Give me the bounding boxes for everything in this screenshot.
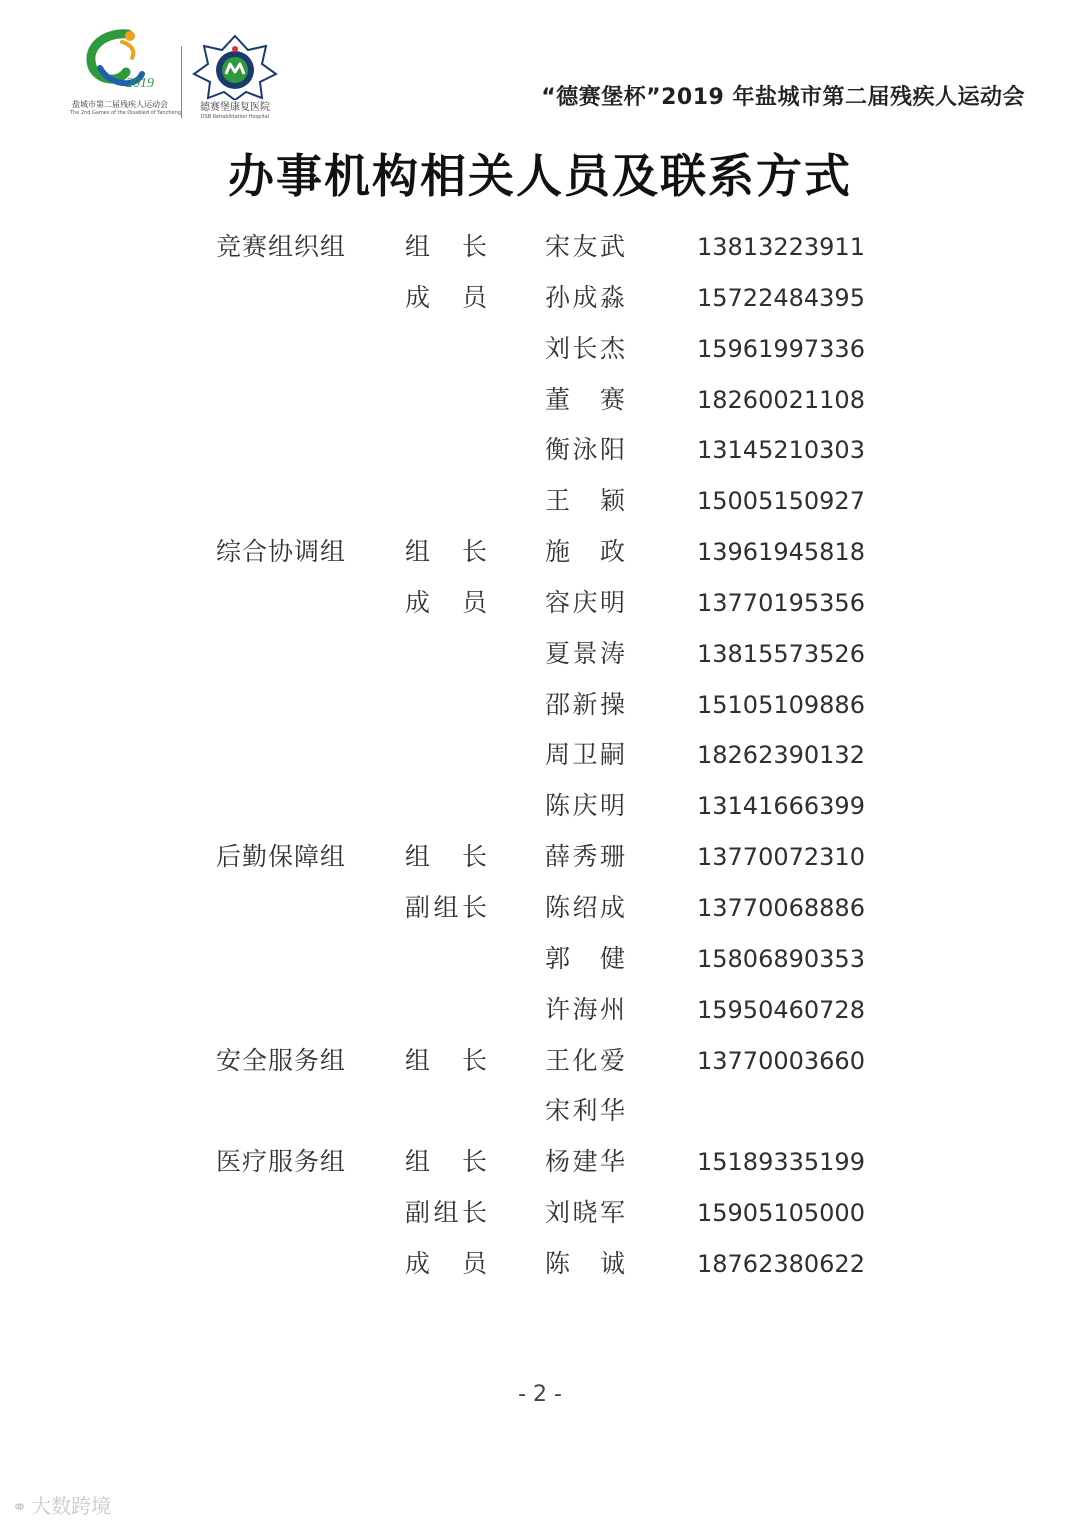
phone-number: 13961945818 [697,538,865,567]
phone-number: 18262390132 [697,741,865,770]
roster-row [0,934,1080,985]
role-label: 副组长 [405,892,487,922]
person-name: 刘长杰 [545,333,625,363]
person-name: 许海州 [545,994,625,1024]
roster-row [0,425,1080,476]
person-name: 宋友武 [545,232,625,261]
document-title: 办事机构相关人员及联系方式 [228,149,852,203]
person-name: 周卫嗣 [545,740,625,770]
person-name: 杨建华 [545,1147,625,1177]
role-label: 组 长 [405,1045,487,1075]
person-name: 宋利华 [545,1096,625,1126]
role-label: 组 长 [405,232,487,261]
group-name: 医疗服务组 [216,1147,347,1177]
person-name: 陈庆明 [545,791,625,821]
phone-number: 15806890353 [697,944,865,973]
event-title: “德赛堡杯”2019 年盐城市第二届残疾人运动会 [541,85,1025,110]
person-name: 陈 诚 [545,1248,625,1278]
roster-row [0,222,1080,273]
person-name: 郭 健 [545,943,625,973]
role-label: 成 员 [405,282,487,312]
role-label: 副组长 [405,1198,487,1228]
person-name: 刘晓军 [545,1198,625,1228]
roster-row [0,324,1080,375]
roster-row [0,832,1080,883]
role-label: 成 员 [405,1248,487,1278]
phone-number: 15905105000 [697,1199,865,1228]
roster-row [0,527,1080,578]
phone-number: 13770195356 [697,588,865,617]
phone-number: 15005150927 [697,487,865,516]
hospital-logo-caption: 德赛堡康复医院 [200,102,270,113]
group-name: 综合协调组 [216,537,347,567]
phone-number: 18762380622 [697,1249,865,1278]
phone-number: 13815573526 [697,639,865,668]
person-name: 衡泳阳 [545,435,625,465]
person-name: 王 颖 [545,486,625,516]
roster-row [0,1036,1080,1087]
role-label: 组 长 [405,842,487,872]
roster-row [0,476,1080,527]
games-logo-subcaption: The 2nd Games of the Disabled of Yancheng [70,110,181,116]
phone-number: 15950460728 [697,995,865,1024]
roster-row [0,1188,1080,1239]
roster-row [0,273,1080,324]
roster-row [0,629,1080,680]
hospital-logo [190,34,280,122]
roster-row [0,1137,1080,1188]
phone-number: 15189335199 [697,1148,865,1177]
phone-number: 15105109886 [697,690,865,719]
hospital-logo-subcaption: DSB Rehabilitation Hospital [200,114,270,120]
person-name: 邵新操 [545,689,625,719]
hospital-emblem [190,34,280,100]
games-logo-caption: 盐城市第二届残疾人运动会 [72,100,168,109]
phone-number: 13770072310 [697,843,865,872]
phone-number: 13141666399 [697,792,865,821]
person-name: 夏景涛 [545,638,625,668]
phone-number: 13145210303 [697,436,865,465]
watermark-text: 大数跨境 [31,1494,112,1518]
roster-row [0,883,1080,934]
person-name: 董 赛 [545,384,625,414]
person-name: 王化爱 [545,1045,625,1075]
roster-row [0,680,1080,731]
roster-row [0,1239,1080,1290]
roster-row [0,375,1080,426]
group-name: 安全服务组 [216,1045,347,1075]
person-name: 陈绍成 [545,892,625,922]
roster-row [0,781,1080,832]
roster-row [0,730,1080,781]
group-name: 后勤保障组 [216,842,347,872]
games-logo-mark [70,28,170,100]
role-label: 成 员 [405,587,487,617]
roster-row [0,578,1080,629]
person-name: 孙成淼 [545,282,625,312]
role-label: 组 长 [405,537,487,567]
group-name: 竞赛组织组 [216,232,347,261]
phone-number: 18260021108 [697,385,865,414]
phone-number: 15722484395 [697,283,865,312]
games-logo [70,28,181,120]
contact-roster [0,222,1080,1290]
page-number: - 2 - [518,1382,562,1407]
person-name: 容庆明 [545,587,625,617]
weibo-icon: ⚭ [12,1497,28,1518]
person-name: 薛秀珊 [545,842,625,872]
phone-number: 13770068886 [697,893,865,922]
logo-divider [181,46,182,118]
page-header [0,0,1080,125]
games-logo-year: 2019 [126,76,154,91]
roster-row [0,1086,1080,1137]
phone-number: 15961997336 [697,334,865,363]
phone-number: 13813223911 [697,233,865,261]
person-name: 施 政 [545,537,625,567]
role-label: 组 长 [405,1147,487,1177]
phone-number: 13770003660 [697,1046,865,1075]
watermark [12,1490,111,1519]
roster-row [0,985,1080,1036]
